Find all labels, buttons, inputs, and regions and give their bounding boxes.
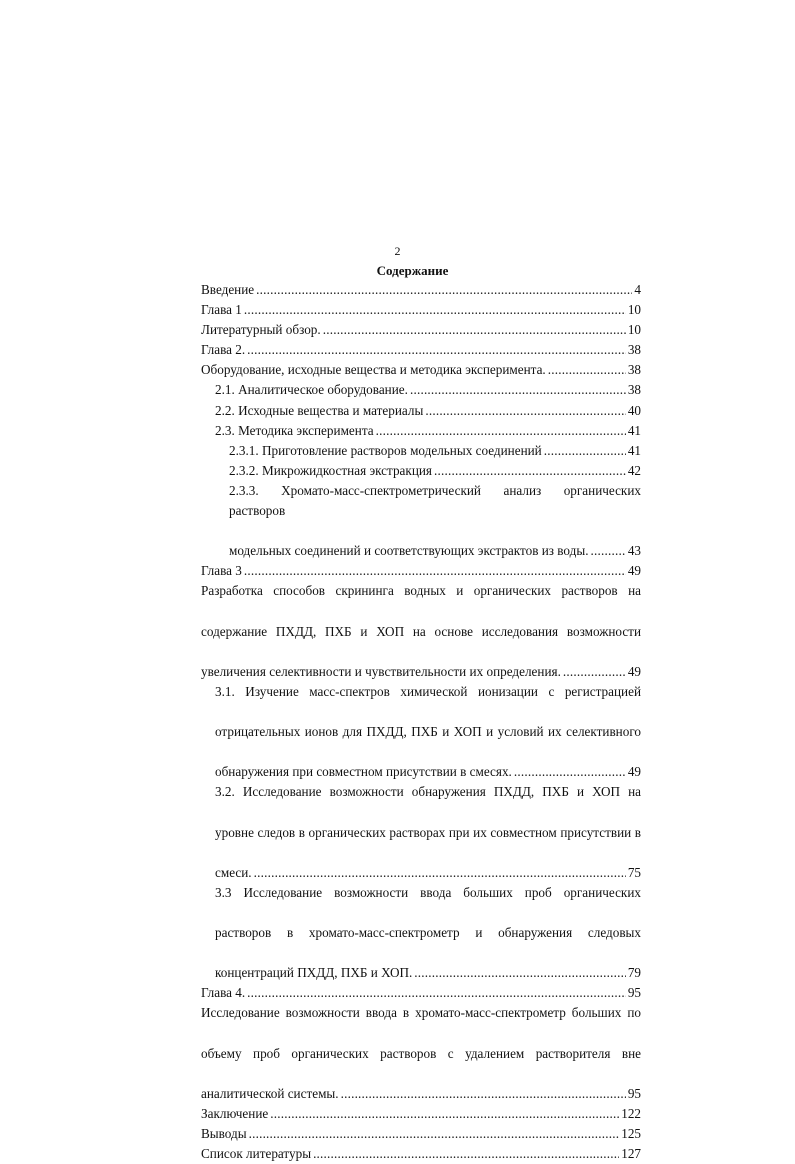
dot-leader [247, 983, 626, 1003]
toc-entry-text: аналитической системы. [201, 1085, 339, 1101]
toc-entry-text: Глава 4. [201, 985, 246, 1001]
toc-entry-text: 2.3.1. Приготовление растворов модельных соединений [229, 442, 542, 458]
toc-entry[interactable] [201, 441, 641, 461]
toc-entry-text-line: объему проб органических растворов с удалением растворителя вне [201, 1045, 641, 1061]
dot-leader [244, 561, 626, 581]
toc-entry[interactable] [201, 561, 641, 581]
toc-entry[interactable] [201, 682, 641, 782]
toc-entry-text: Список литературы [201, 1146, 312, 1162]
toc-entry[interactable] [201, 340, 641, 360]
toc-page-number: 41 [627, 422, 641, 438]
toc-entry-text-line: Разработка способов скрининга водных и органических растворов на [201, 583, 641, 599]
toc-page-number: 38 [627, 382, 641, 398]
toc-entry-text: Глава 2. [201, 342, 246, 358]
toc-entry-text: модельных соединений и соответствующих экстрактов из воды. [229, 543, 589, 559]
toc-entry[interactable] [201, 401, 641, 421]
toc-entry-text: увеличения селективности и чувствительности их определения. [201, 663, 561, 679]
toc-entry[interactable] [201, 421, 641, 441]
toc-entry[interactable] [201, 320, 641, 340]
toc-entry[interactable] [201, 1003, 641, 1103]
toc-entry-text: 2.1. Аналитическое оборудование. [215, 382, 408, 398]
toc-entry-text: Литературный обзор. [201, 322, 321, 338]
toc-entry-text-line: уровне следов в органических растворах при их совместном присутствии в [215, 824, 641, 840]
dot-leader [323, 320, 626, 340]
dot-leader [341, 1084, 626, 1104]
toc-entry[interactable] [201, 581, 641, 681]
toc-entry-text: 2.3. Методика эксперимента [215, 422, 374, 438]
toc-entry[interactable] [201, 380, 641, 400]
dot-leader [244, 300, 626, 320]
dot-leader [376, 421, 626, 441]
toc-page-number: 49 [627, 764, 641, 780]
toc-page-number: 75 [627, 864, 641, 880]
toc-entry[interactable] [201, 1124, 641, 1144]
dot-leader [313, 1144, 619, 1164]
toc-page-number: 38 [627, 362, 641, 378]
dot-leader [544, 441, 626, 461]
toc-page-number: 41 [627, 442, 641, 458]
toc-entry[interactable] [201, 360, 641, 380]
page-number: 2 [394, 244, 401, 258]
toc-page-number: 42 [627, 462, 641, 478]
toc-entry-text: смеси. [215, 864, 252, 880]
toc-entry-text-line: 3.3 Исследование возможности ввода больших проб органических [215, 884, 641, 900]
dot-leader [591, 541, 626, 561]
toc-entry[interactable] [201, 983, 641, 1003]
toc-entry-text: Введение [201, 282, 255, 297]
toc-page-number: 125 [621, 1125, 641, 1141]
toc-page-number: 40 [627, 402, 641, 418]
toc-entry[interactable] [201, 300, 641, 320]
toc-page-number: 127 [621, 1146, 641, 1162]
table-of-contents [201, 280, 641, 1164]
toc-page-number: 95 [627, 1085, 641, 1101]
toc-entry[interactable] [201, 883, 641, 983]
toc-page-number: 10 [627, 322, 641, 338]
toc-page-number: 43 [627, 543, 641, 559]
dot-leader [414, 963, 626, 983]
toc-entry-text-line: 3.1. Изучение масс-спектров химической ионизации с регистрацией [215, 683, 641, 699]
toc-entry-text-line: Исследование возможности ввода в хромато-масс-спектрометр больших по [201, 1005, 641, 1021]
toc-entry-text: Заключение [201, 1105, 269, 1121]
dot-leader [247, 340, 626, 360]
toc-page-number: 49 [627, 663, 641, 679]
dot-leader [434, 461, 626, 481]
toc-entry[interactable] [201, 481, 641, 561]
toc-entry-text-line: отрицательных ионов для ПХДД, ПХБ и ХОП и условий их селективного [215, 724, 641, 740]
toc-page-number: 122 [621, 1105, 641, 1121]
toc-entry[interactable] [201, 280, 641, 300]
toc-page-number: 10 [627, 302, 641, 318]
toc-entry-text: 2.3.2. Микрожидкостная экстракция [229, 462, 432, 478]
dot-leader [270, 1104, 619, 1124]
toc-entry-text: обнаружения при совместном присутствии в смесях. [215, 764, 512, 780]
toc-entry-text: Глава 1 [201, 302, 242, 318]
dot-leader [514, 762, 626, 782]
dot-leader [249, 1124, 620, 1144]
toc-entry-text-line: 2.3.3. Хромато-масс-спектрометрический анализ органических растворов [229, 482, 641, 519]
toc-page-number: 38 [627, 342, 641, 358]
toc-entry[interactable] [201, 782, 641, 882]
toc-entry[interactable] [201, 1104, 641, 1124]
toc-entry-text: концентраций ПХДД, ПХБ и ХОП. [215, 965, 413, 981]
toc-entry[interactable] [201, 461, 641, 481]
toc-entry-text: Глава 3 [201, 563, 242, 579]
toc-entry-text-line: растворов в хромато-масс-спектрометр и обнаружения следовых [215, 925, 641, 940]
dot-leader [548, 360, 626, 380]
toc-page-number: 4 [634, 282, 641, 297]
dot-leader [254, 863, 626, 883]
toc-entry-text: 2.2. Исходные вещества и материалы [215, 402, 424, 418]
toc-entry-text: Оборудование, исходные вещества и методика эксперимента. [201, 362, 546, 378]
toc-page-number: 79 [627, 965, 641, 981]
dot-leader [563, 662, 626, 682]
toc-title: Содержание [376, 263, 449, 278]
dot-leader [410, 380, 626, 400]
toc-page-number: 95 [627, 985, 641, 1001]
toc-entry-text-line: содержание ПХДД, ПХБ и ХОП на основе исследования возможности [201, 623, 641, 639]
toc-entry[interactable] [201, 1144, 641, 1164]
toc-entry-text: Выводы [201, 1125, 247, 1141]
dot-leader [425, 401, 625, 421]
dot-leader [256, 280, 632, 300]
toc-entry-text-line: 3.2. Исследование возможности обнаружения ПХДД, ПХБ и ХОП на [215, 784, 641, 800]
toc-page-number: 49 [627, 563, 641, 579]
